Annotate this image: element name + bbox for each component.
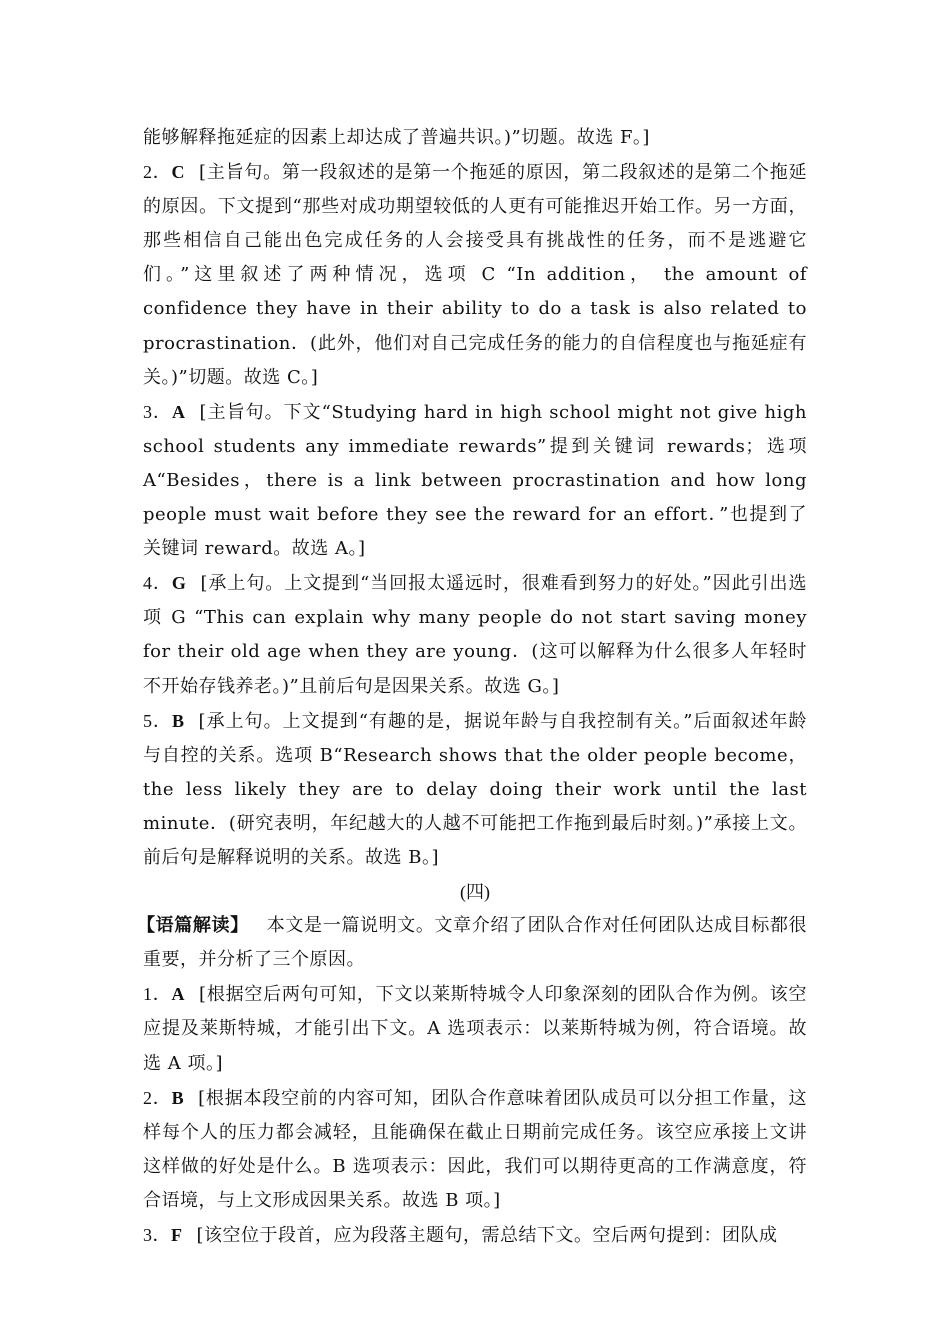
item-number: 5． <box>143 710 173 731</box>
item-number: 3． <box>143 401 173 422</box>
item-number: 2． <box>143 162 172 183</box>
item-answer: C <box>171 162 186 183</box>
section-title: (四) <box>460 882 490 903</box>
answer-item-2b <box>143 1081 807 1218</box>
item-number: 3． <box>143 1225 171 1245</box>
paragraph-text: 能够解释拖延症的因素上却达成了普遍共识。)”切题。故选 F。] <box>143 127 650 148</box>
answer-item-4 <box>143 566 807 703</box>
item-number: 4． <box>143 573 172 594</box>
item-answer: A <box>172 401 186 422</box>
answer-item-3b <box>143 1218 807 1253</box>
passage-analysis-label: 【语篇解读】 <box>137 915 249 937</box>
item-answer: G <box>171 573 187 594</box>
item-explanation: [主旨句。第一段叙述的是第一个拖延的原因，第二段叙述的是第二个拖延的原因。下文提到“那些对成功期望较低的人更有可能推迟开始工作。另一方面，那些相信自己能出色完成任务的人会接受具有挑战性的任务，而不是逃避它们。”这里叙述了两种情况，选项 C “In addition， the amount of confidence they have in their ability to do a task is also related to procrastination．(此外，他们对自己完成任务的能力的自信程度也与拖延症有关。)”切题。故选 C。] <box>143 162 807 388</box>
item-number: 2． <box>143 1087 172 1108</box>
item-explanation: [根据本段空前的内容可知，团队合作意味着团队成员可以分担工作量，这样每个人的压力都会减轻，且能确保在截止日期前完成任务。该空应承接上文讲这样做的好处是什么。B 选项表示：因此，我们可以期待更高的工作满意度，符合语境，与上文形成因果关系。故选 B 项。] <box>143 1087 807 1211</box>
item-explanation: [承上句。上文提到“当回报太遥远时，很难看到努力的好处。”因此引出选项 G “This can explain why many people do not start saving money for their old age when they are young．(这可以解释为什么很多人年轻时不开始存钱养老。)”且前后句是因果关系。故选 G。] <box>143 573 807 697</box>
item-answer: A <box>171 984 186 1005</box>
item-number: 1． <box>143 984 172 1005</box>
item-answer: F <box>171 1225 183 1245</box>
item-explanation: [承上句。上文提到“有趣的是，据说年龄与自我控制有关。”后面叙述年龄与自控的关系。选项 B“Research shows that the older people become， the less likely they are to delay doing their work until the last minute．(研究表明，年纪越大的人越不可能把工作拖到最后时刻。)”承接上文。前后句是解释说明的关系。故选 B。] <box>143 710 807 868</box>
answer-item-3 <box>143 395 807 566</box>
item-answer: B <box>171 1087 185 1108</box>
answer-continuation <box>143 121 807 155</box>
item-explanation: [根据空后两句可知，下文以莱斯特城令人印象深刻的团队合作为例。该空应提及莱斯特城，才能引出下文。A 选项表示：以莱斯特城为例，符合语境。故选 A 项。] <box>143 984 807 1074</box>
answer-item-2 <box>143 155 807 395</box>
answer-item-5 <box>143 704 807 875</box>
item-answer: B <box>172 710 185 731</box>
document-page <box>137 121 807 1253</box>
item-explanation: [该空位于段首，应为段落主题句，需总结下文。空后两句提到：团队成 <box>196 1225 778 1246</box>
passage-analysis <box>137 909 807 977</box>
item-explanation: [主旨句。下文“Studying hard in high school might not give high school students any immediate rewards”提到关键词 rewards；选项 A“Besides，there is a link between procrastination and how long people must wait before they see the reward for an effort．”也提到了关键词 reward。故选 A。] <box>143 401 807 560</box>
passage-analysis-text: 本文是一篇说明文。文章介绍了团队合作对任何团队达成目标都很重要，并分析了三个原因。 <box>143 915 807 971</box>
answer-item-1 <box>143 977 807 1080</box>
